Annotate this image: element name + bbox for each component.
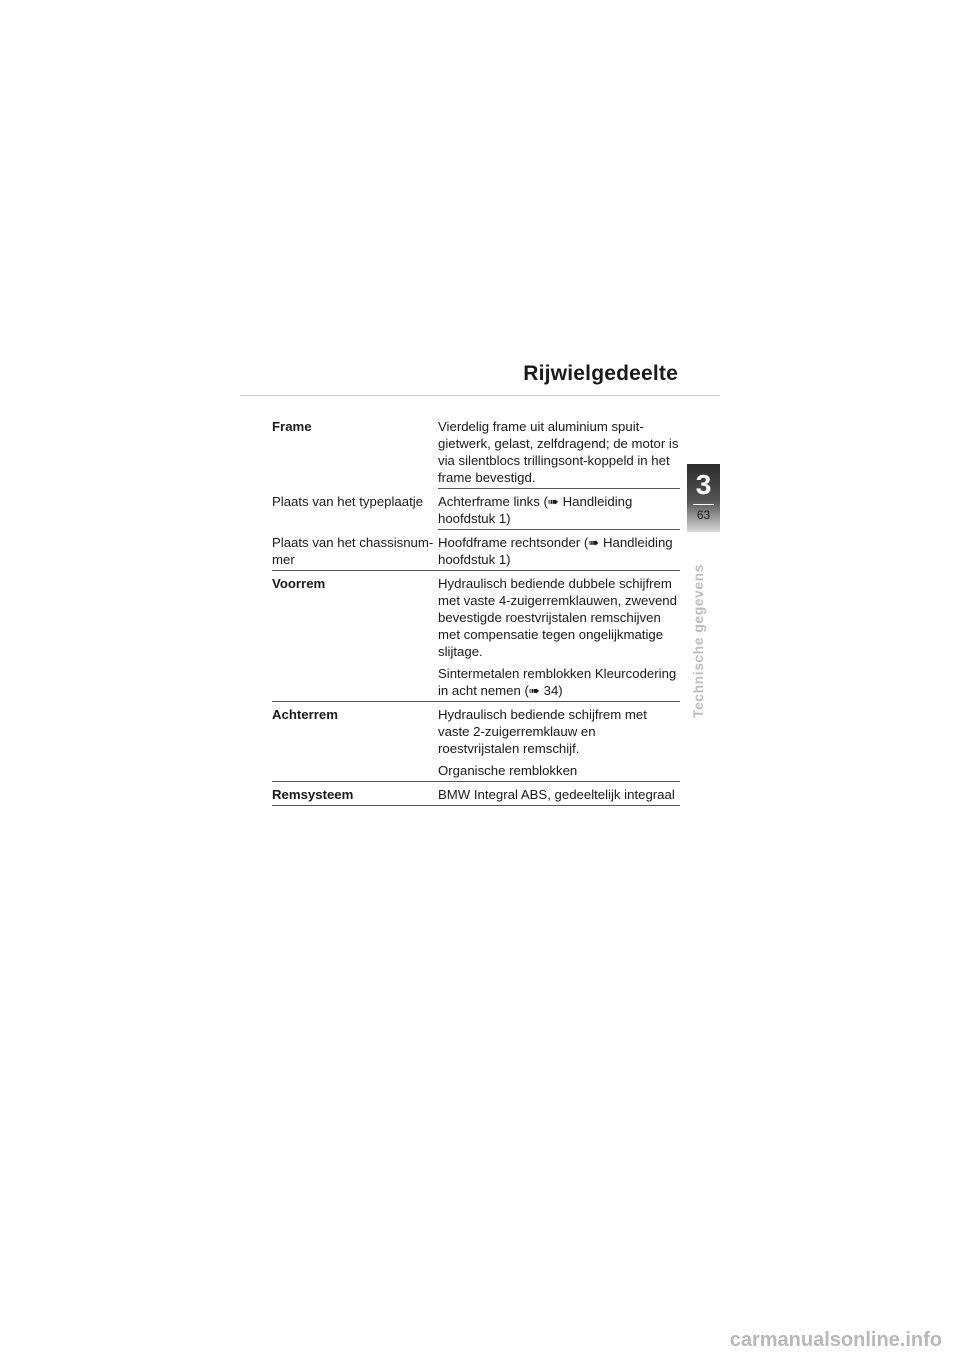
page-title: Rijwielgedeelte	[523, 362, 678, 385]
chapter-number: 3	[695, 469, 712, 500]
spec-paragraph: Hydraulisch bediende schijfrem met vaste 2-zuigerremklauw en roestvrijstalen remschijf.	[438, 707, 647, 756]
spec-value	[438, 575, 680, 701]
spec-paragraph: Hoofdframe rechtsonder (➠ Handleiding hoofdstuk 1)	[438, 535, 673, 567]
spec-value	[438, 534, 680, 570]
spec-row-brake-system	[272, 786, 680, 806]
spec-value	[438, 418, 680, 489]
spec-row-typeplate	[272, 493, 680, 534]
spec-label: Voorrem	[272, 576, 326, 591]
title-divider	[240, 395, 720, 396]
spec-row-front-brake	[272, 575, 680, 702]
spec-row-frame	[272, 418, 680, 493]
spec-paragraph: Organische remblokken	[438, 763, 578, 778]
spec-label: Plaats van het typeplaatje	[272, 494, 424, 509]
section-side-label: Technische gegevens	[690, 564, 706, 718]
spec-label: Frame	[272, 419, 312, 434]
spec-value	[438, 706, 680, 781]
spec-paragraph: BMW Integral ABS, gedeeltelijk integraal	[438, 787, 675, 802]
spec-label: Plaats van het chassisnum-mer	[272, 535, 434, 567]
spec-value	[438, 786, 680, 805]
spec-paragraph: Hydraulisch bediende dubbele schijfrem met vaste 4-zuigerremklauwen, zwevend bevestigde roestvrijstalen remschijven met compensatie tegen ongelijkmatige slijtage.	[438, 576, 677, 659]
spec-value	[438, 493, 680, 530]
spec-paragraph: Sintermetalen remblokken Kleurcodering in acht nemen (➠ 34)	[438, 666, 677, 698]
spec-label: Remsysteem	[272, 787, 354, 802]
spec-paragraph: Vierdelig frame uit aluminium spuit-gietwerk, gelast, zelfdragend; de motor is via silentblocs trillingsont-koppeld in het frame bevestigd.	[438, 419, 679, 485]
chapter-tab	[687, 464, 720, 532]
spec-paragraph: Achterframe links (➠ Handleiding hoofdstuk 1)	[438, 494, 633, 526]
spec-row-rear-brake	[272, 706, 680, 782]
spec-row-chassis-number	[272, 534, 680, 571]
page-number: 63	[696, 508, 711, 522]
spec-label: Achterrem	[272, 707, 338, 722]
spec-table	[272, 418, 680, 810]
watermark: carmanualsonline.info	[729, 1329, 942, 1351]
chapter-tab-divider	[693, 504, 714, 505]
